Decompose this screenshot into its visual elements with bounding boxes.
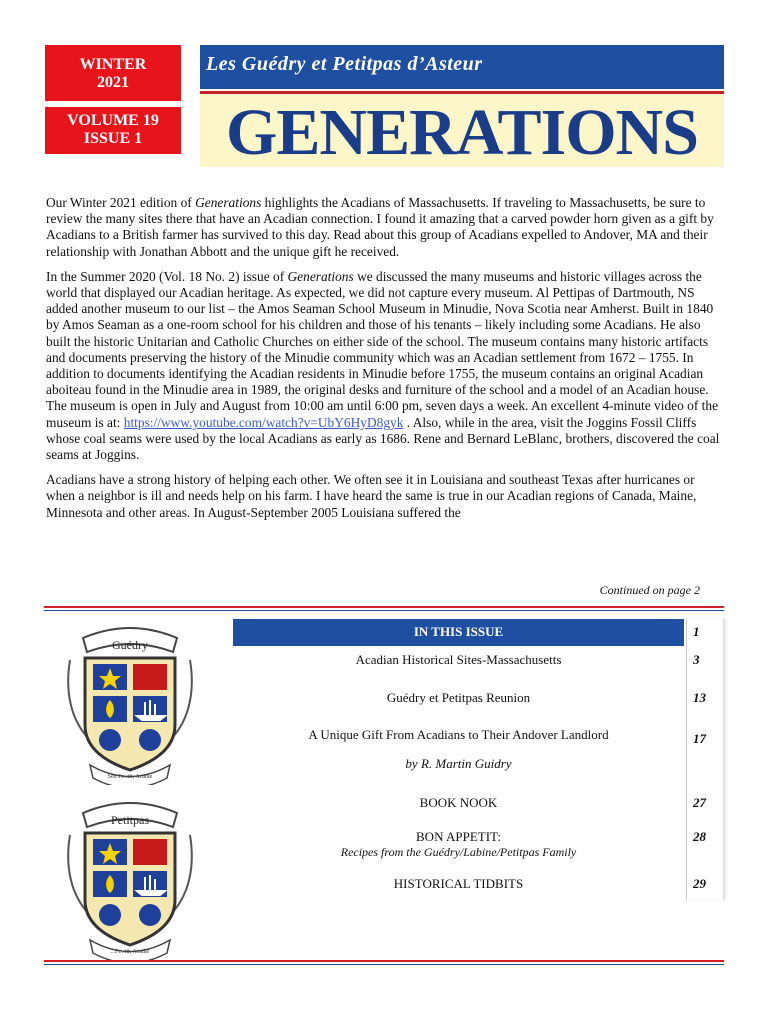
volume-label: VOLUME 19: [67, 112, 159, 129]
crest-globe: [139, 729, 161, 751]
issue-label: ISSUE 1: [83, 130, 143, 147]
crest-globe: [139, 904, 161, 926]
petitpas-crest: [65, 795, 195, 960]
crest-motto: ...Fr...iii, Acadie: [110, 949, 150, 955]
paragraph-2: In the Summer 2020 (Vol. 18 No. 2) issue of Generations we discussed the many museums and historic villages across the world that displayed our Acadian heritage. As expected, we did not capture every museum. Al Pettipas of Dartmouth, NS added another museum to our list – the Amos Seaman School Museum in Minudie, Nova Scotia near Amherst. Built in 1840 by Amos Seaman as a one-room school for his children and those of his tenants – likely including some Acadians. He also built the historic Unitarian and Catholic Churches on either side of the school. The museum contains many historic artifacts and documents preserving the history of the Minudie community which was an Acadian settlement from 1672 – 1755. In addition to documents identifying the Acadian residents in Minudie before 1755, the museum contains an original Acadian aboiteau found in the Minudie area in 1989, the original desks and furniture of the school and a model of an Acadian house. The museum is open in July and August from 10:00 am until 6:00 pm, seven days a week. An excellent 4-minute video of the museum is at: https://www.youtube.com/watch?v=UbY6HyD8gyk . Also, while in the area, visit the Joggins Fossil Cliffs whose coal seams were used by the local Acadians as early as 1686. Rene and Bernard LeBlanc, brothers, discovered the coal seams at Joggins.: [46, 268, 720, 463]
toc-item-page: 29: [693, 876, 706, 891]
season-label: WINTER: [79, 56, 147, 73]
toc-heading-page: 1: [693, 624, 700, 639]
subtitle-bar: [200, 45, 724, 89]
newsletter-title: GENERATIONS: [226, 96, 698, 169]
toc-item-page: 17: [693, 731, 706, 746]
season-box: [45, 45, 181, 101]
toc-item-page: 13: [693, 690, 706, 705]
year-label: 2021: [97, 74, 129, 91]
paragraph-3: Acadians have a strong history of helping each other. We often see it in Louisiana and southeast Texas after hurricanes or when a neighbor is ill and needs help on his farm. I have heard the same is true in our Acadian regions of Canada, Maine, Minnesota and other areas. In August-September 2005 Louisiana suffered the: [46, 472, 697, 520]
crest-quarter-red: [133, 664, 167, 690]
toc-item-title[interactable]: HISTORICAL TIDBITS: [393, 876, 524, 891]
toc-item-title[interactable]: Guédry et Petitpas Reunion: [386, 690, 531, 705]
toc-item-title[interactable]: BON APPETIT:: [416, 829, 501, 844]
crest-globe: [99, 904, 121, 926]
guedry-crest: [65, 620, 195, 785]
toc-item-page: 27: [693, 795, 706, 810]
toc-item-page: 28: [693, 829, 706, 844]
generations-emphasis: Generations: [287, 268, 354, 284]
bottom-divider: [44, 960, 724, 962]
toc-item-title[interactable]: Acadian Historical Sites-Massachusetts: [355, 652, 562, 667]
toc-item-byline: by R. Martin Guidry: [405, 756, 512, 771]
intro-text: [46, 195, 722, 521]
toc-heading: IN THIS ISSUE: [233, 619, 684, 646]
continued-note: Continued on page 2: [599, 583, 700, 597]
crest-name: Petitpas: [111, 813, 149, 827]
toc-item-subtitle: Recipes from the Guédry/Labine/Petitpas Family: [340, 845, 577, 859]
bottom-divider-blue: [44, 964, 724, 965]
paragraph-1: Our Winter 2021 edition of Generations highlights the Acadians of Massachusetts. If traveling to Massachusetts, be sure to review the many sites there that have an Acadian connection. I found it amazing that a carved powder horn given as a gift by Acadians to a British farmer has survived to this day. Read about this group of Acadians expelled to Andover, MA and their relationship with Jonathan Abbott and the unique gift he received.: [46, 195, 714, 259]
top-divider-blue: [44, 610, 724, 611]
crest-globe: [99, 729, 121, 751]
toc-item-title[interactable]: A Unique Gift From Acadians to Their Andover Landlord: [308, 727, 609, 742]
toc-item-title[interactable]: BOOK NOOK: [419, 795, 498, 810]
crest-motto: Seu Fr...iii, Acadie: [107, 774, 153, 780]
toc-item-page: 3: [693, 652, 700, 667]
newsletter-subtitle: Les Guédry et Petitpas d’Asteur: [206, 53, 483, 75]
title-box: [200, 91, 724, 167]
crest-quarter-red: [133, 839, 167, 865]
generations-emphasis: Generations: [195, 195, 262, 210]
youtube-link[interactable]: https://www.youtube.com/watch?v=UbY6HyD8gyk: [123, 414, 404, 430]
top-divider: [44, 606, 724, 608]
volume-box: [45, 107, 181, 154]
crest-name: Guédry: [112, 638, 148, 652]
toc-page-column: [686, 619, 724, 900]
